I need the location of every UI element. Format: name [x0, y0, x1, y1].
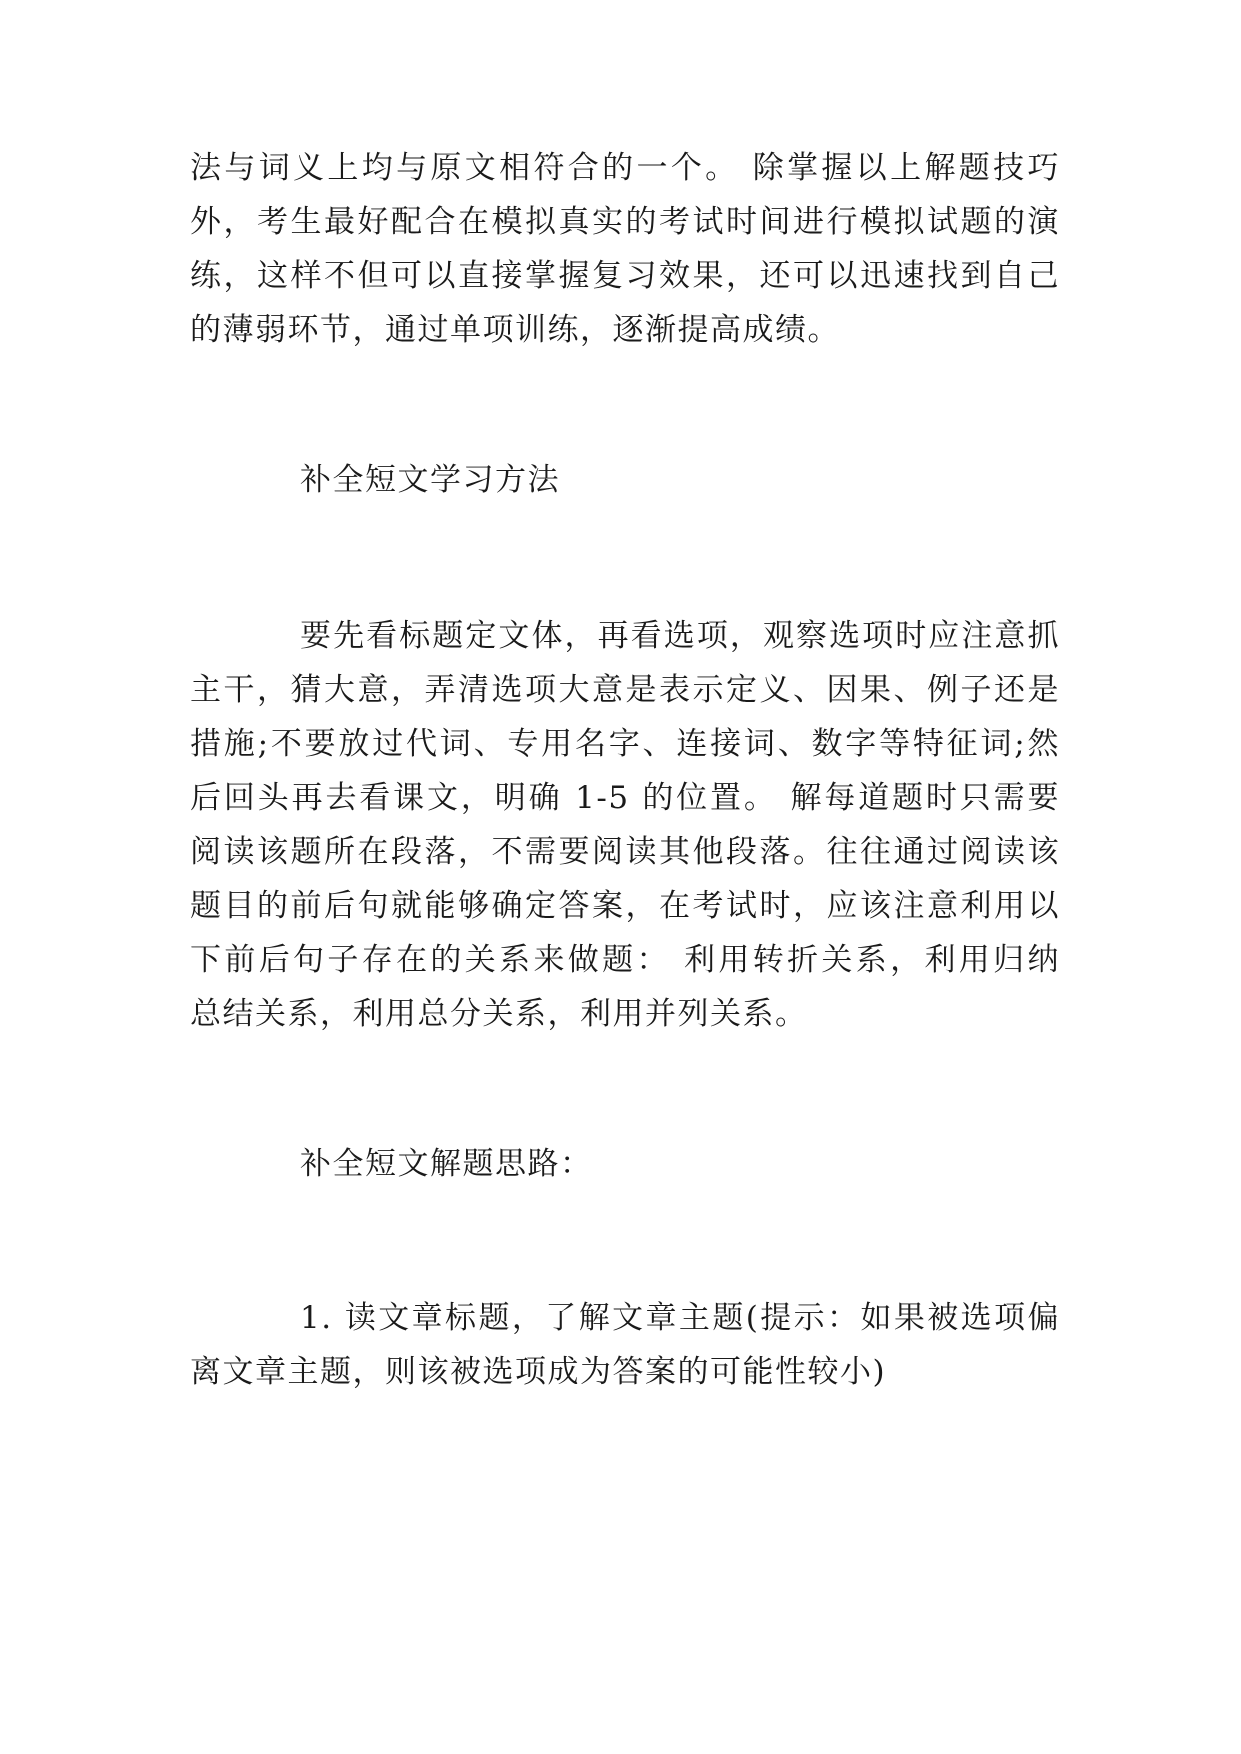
paragraph-2-line-7: 下前后句子存在的关系来做题： 利用转折关系，利用归纳: [190, 942, 1060, 978]
paragraph-1-line-2: 外，考生最好配合在模拟真实的考试时间进行模拟试题的演: [190, 204, 1060, 240]
paragraph-2-line-5: 阅读该题所在段落，不需要阅读其他段落。往往通过阅读该: [190, 834, 1060, 870]
paragraph-2-line-4: 后回头再去看课文，明确 1-5 的位置。 解每道题时只需要: [190, 780, 1060, 816]
section-heading-solving-approach: 补全短文解题思路：: [300, 1146, 593, 1182]
paragraph-1-line-1: 法与词义上均与原文相符合的一个。 除掌握以上解题技巧: [190, 150, 1060, 186]
paragraph-2-line-8: 总结关系，利用总分关系，利用并列关系。: [190, 996, 808, 1032]
paragraph-1-line-4: 的薄弱环节，通过单项训练，逐渐提高成绩。: [190, 312, 840, 348]
paragraph-3-line-1: 1. 读文章标题，了解文章主题(提示：如果被选项偏: [300, 1300, 1060, 1336]
paragraph-3-line-2: 离文章主题，则该被选项成为答案的可能性较小): [190, 1354, 887, 1390]
paragraph-2-line-6: 题目的前后句就能够确定答案，在考试时，应该注意利用以: [190, 888, 1060, 924]
paragraph-2-line-1: 要先看标题定文体，再看选项，观察选项时应注意抓: [300, 618, 1060, 654]
paragraph-2-line-3: 措施;不要放过代词、专用名字、连接词、数字等特征词;然: [190, 726, 1060, 762]
paragraph-1-line-3: 练，这样不但可以直接掌握复习效果，还可以迅速找到自己: [190, 258, 1060, 294]
paragraph-2-line-2: 主干，猜大意，弄清选项大意是表示定义、因果、例子还是: [190, 672, 1060, 708]
section-heading-study-method: 补全短文学习方法: [300, 462, 560, 498]
